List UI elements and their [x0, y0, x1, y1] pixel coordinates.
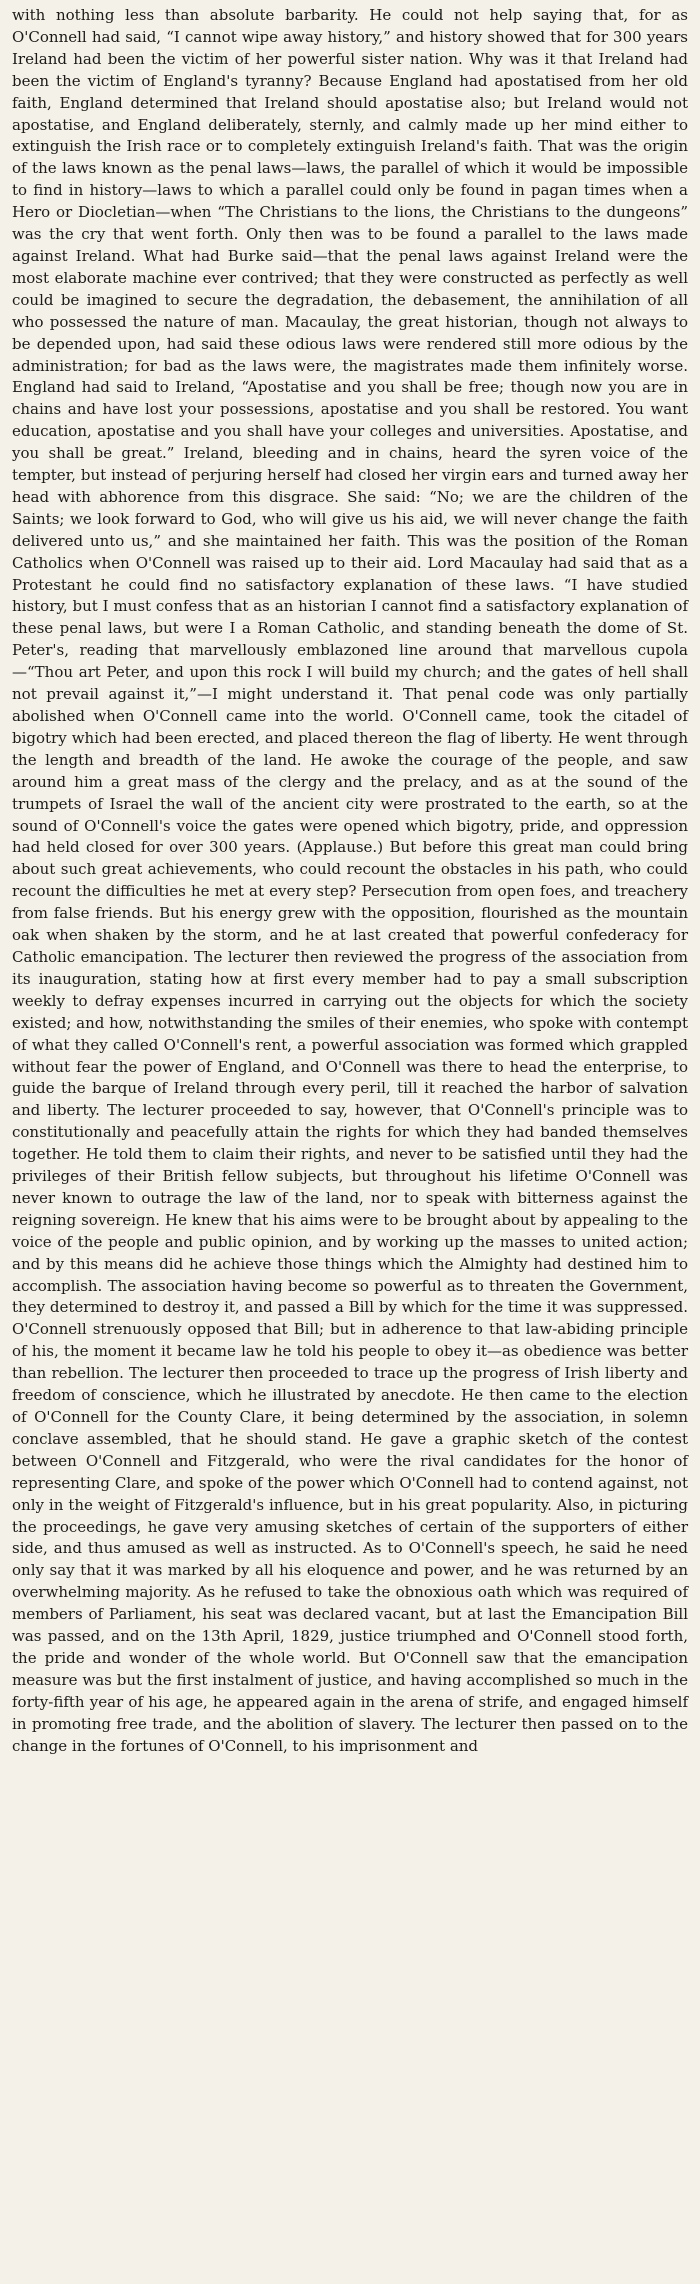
- article-text: with nothing less than absolute barbarity. He could not help saying that, for as O'Connell had said, “I cannot wipe away history,” and history showed that for 300 years Ireland had been the victim of her powerful sister nation. Why was it that Ireland had been the victim of England's tyranny? Because England had apostatised from her old faith, England determined that Ireland should apostatise also; but Ireland would not apostatise, and England deliberately, sternly, and calmly made up her mind either to extinguish the Irish race or to completely extinguish Ireland's faith. That was the origin of the laws known as the penal laws—laws, the parallel of which it would be impossible to find in history—laws to which a parallel could only be found in pagan times when a Hero or Diocletian—when “The Christians to the lions, the Christians to the dungeons” was the cry that went forth. Only then was to be found a parallel to the laws made against Ireland. What had Burke said—that the penal laws against Ireland were the most elaborate machine ever contrived; that they were constructed as perfectly as well could be imagined to secure the degradation, the debasement, the annihilation of all who possessed the nature of man. Macaulay, the great historian, though not always to be depended upon, had said these odious laws were rendered still more odious by the administration; for bad as the laws were, the magistrates made them infinitely worse. England had said to Ireland, “Apostatise and you shall be free; though now you are in chains and have lost your possessions, apostatise and you shall be restored. You want education, apostatise and you shall have your colleges and universities. Apostatise, and you shall be great.” Ireland, bleeding and in chains, heard the syren voice of the tempter, but instead of perjuring herself had closed her virgin ears and turned away her head with abhorence from this disgrace. She said: “No; we are the children of the Saints; we look forward to God, who will give us his aid, we will never change the faith delivered unto us,” and she maintained her faith. This was the position of the Roman Catholics when O'Connell was raised up to their aid. Lord Macaulay had said that as a Protestant he could find no satisfactory explanation of these laws. “I have studied history, but I must confess that as an historian I cannot find a satisfactory explanation of these penal laws, but were I a Roman Catholic, and standing beneath the dome of St. Peter's, reading that marvellously emblazoned line around that marvellous cupola—“Thou art Peter, and upon this rock I will build my church; and the gates of hell shall not prevail against it,”—I might understand it. That penal code was only partially abolished when O'Connell came into the world. O'Connell came, took the citadel of bigotry which had been erected, and placed thereon the flag of liberty. He went through the length and breadth of the land. He awoke the courage of the people, and saw around him a great mass of the clergy and the prelacy, and as at the sound of the trumpets of Israel the wall of the ancient city were prostrated to the earth, so at the sound of O'Connell's voice the gates were opened which bigotry, pride, and oppression had held closed for over 300 years. (Applause.) But before this great man could bring about such great achievements, who could recount the obstacles in his path, who could recount the difficulties he met at every step? Persecution from open foes, and treachery from false friends. But his energy grew with the opposition, flourished as the mountain oak when shaken by the storm, and he at last created that powerful confederacy for Catholic emancipation. The lecturer then reviewed the progress of the association from its inauguration, stating how at first every member had to pay a small subscription weekly to defray expenses incurred in carrying out the objects for which the society existed; and how, notwithstanding the smiles of their enemies, who spoke with contempt of what they called O'Connell's rent, a powerful association was formed which grappled without fear the power of England, and O'Connell was there to head the enterprise, to guide the barque of Ireland through every peril, till it reached the harbor of salvation and liberty. The lecturer proceeded to say, however, that O'Connell's principle was to constitutionally and peacefully attain the rights for which they had banded themselves together. He told them to claim their rights, and never to be satisfied until they had the privileges of their British fellow subjects, but throughout his lifetime O'Connell was never known to outrage the law of the land, nor to speak with bitterness against the reigning sovereign. He knew that his aims were to be brought about by appealing to the voice of the people and public opinion, and by working up the masses to united action; and by this means did he achieve those things which the Almighty had destined him to accomplish. The association having become so powerful as to threaten the Government, they determined to destroy it, and passed a Bill by which for the time it was suppressed. O'Connell strenuously opposed that Bill; but in adherence to that law-abiding principle of his, the moment it became law he told his people to obey it—as obedience was better than rebellion. The lecturer then proceeded to trace up the progress of Irish liberty and freedom of conscience, which he illustrated by anecdote. He then came to the election of O'Connell for the County Clare, it being determined by the association, in solemn conclave assembled, that he should stand. He gave a graphic sketch of the contest between O'Connell and Fitzgerald, who were the rival candidates for the honor of representing Clare, and spoke of the power which O'Connell had to contend against, not only in the weight of Fitzgerald's influence, but in his great popularity. Also, in picturing the proceedings, he gave very amusing sketches of certain of the supporters of either side, and thus amused as well as instructed. As to O'Connell's speech, he said he need only say that it was marked by all his eloquence and power, and he was returned by an overwhelming majority. As he refused to take the obnoxious oath which was required of members of Parliament, his seat was declared vacant, but at last the Emancipation Bill was passed, and on the 13th April, 1829, justice triumphed and O'Connell stood forth, the pride and wonder of the whole world. But O'Connell saw that the emancipation measure was but the first instalment of justice, and having accomplished so much in the forty-fifth year of his age, he appeared again in the arena of strife, and engaged himself in promoting free trade, and the abolition of slavery. The lecturer then passed on to the change in the fortunes of O'Connell, to his imprisonment and: [12, 6, 688, 1755]
